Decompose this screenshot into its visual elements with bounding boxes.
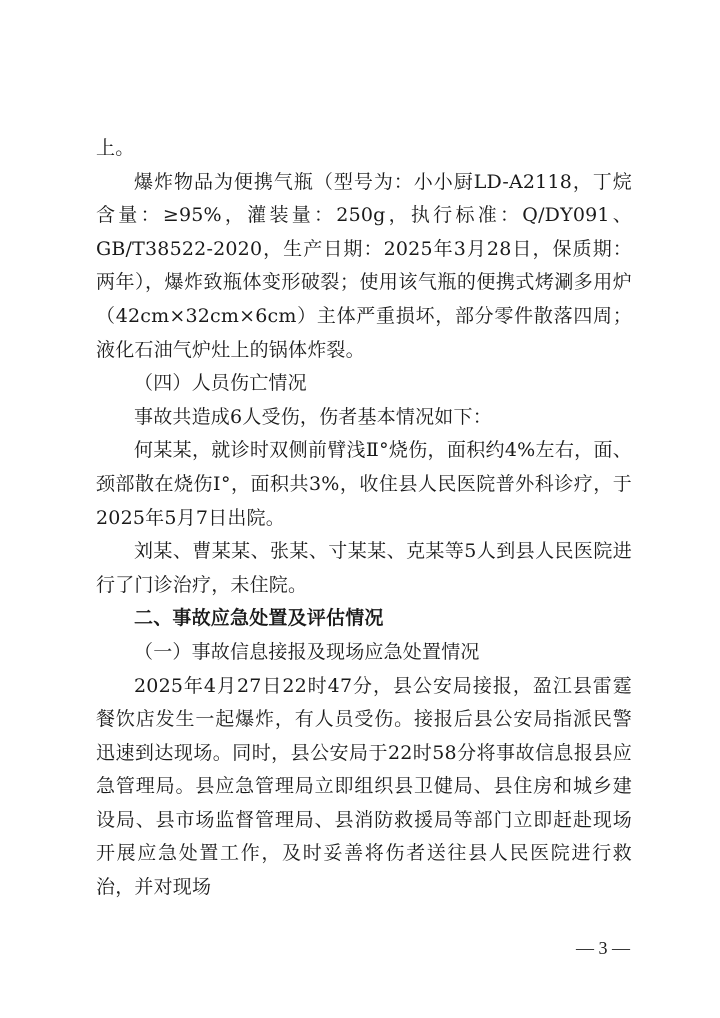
- paragraph-continuation: 上。: [96, 137, 135, 159]
- document-body: [96, 132, 632, 905]
- paragraph-injured-person-1: 何某某，就诊时双侧前臂浅Ⅱ°烧伤，面积约4%左右，面、颈部散在烧伤Ⅰ°，面积共3%，收住县人民医院普外科诊疗，于2025年5月7日出院。: [96, 439, 632, 529]
- paragraph-explosive-item: 爆炸物品为便携气瓶（型号为：小小厨LD-A2118，丁烷含量：≥95%，灌装量：250g，执行标准：Q/DY091、GB/T38522-2020，生产日期：2025年3月28日，保质期：两年），爆炸致瓶体变形破裂；使用该气瓶的便携式烤涮多用炉（42cm×32cm×6cm）主体严重损坏，部分零件散落四周；液化石油气炉灶上的锅体炸裂。: [96, 170, 632, 361]
- section-heading-emergency: 二、事故应急处置及评估情况: [134, 607, 384, 630]
- paragraph-other-injured: 刘某、曹某某、张某、寸某某、克某等5人到县人民医院进行了门诊治疗，未住院。: [96, 540, 632, 596]
- section-heading-casualties: （四）人员伤亡情况: [134, 372, 307, 395]
- paragraph-injury-summary: 事故共造成6人受伤，伤者基本情况如下：: [134, 405, 492, 428]
- page-number: — 3 —: [576, 938, 630, 958]
- subsection-heading-report: （一）事故信息接报及现场应急处置情况: [134, 640, 480, 663]
- paragraph-emergency-response: 2025年4月27日22时47分，县公安局接报，盈江县雷霆餐饮店发生一起爆炸，有人员受伤。接报后县公安局指派民警迅速到达现场。同时，县公安局于22时58分将事故信息报县应急管理局。县应急管理局立即组织县卫健局、县住房和城乡建设局、县市场监督管理局、县消防救援局等部门立即赶赴现场开展应急处置工作，及时妥善将伤者送往县人民医院进行救治，并对现场: [96, 674, 632, 899]
